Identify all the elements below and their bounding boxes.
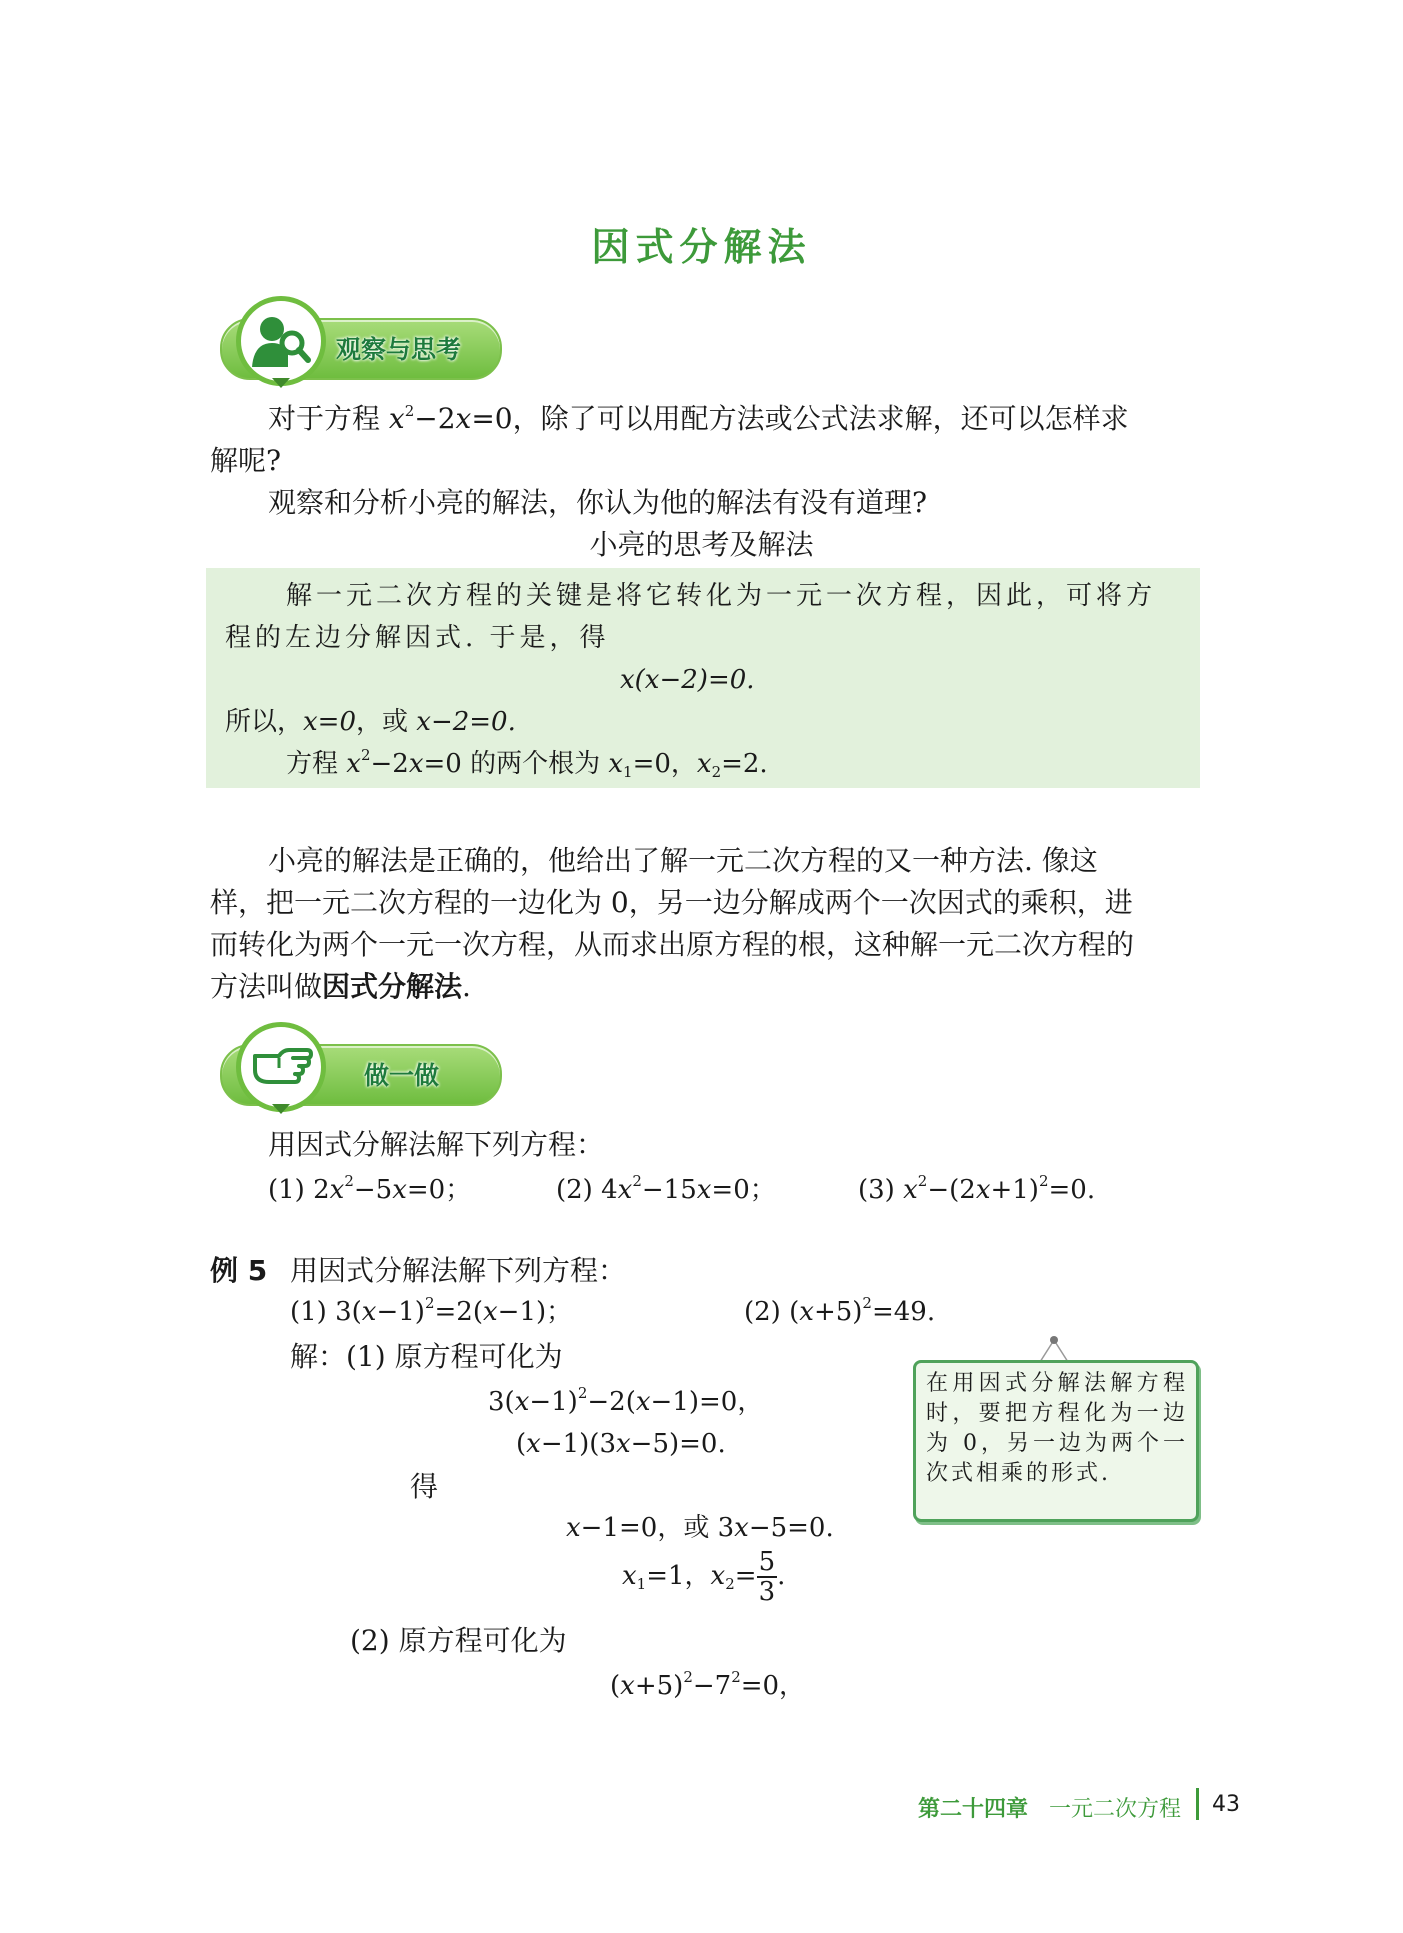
de-label: 得 bbox=[410, 1470, 439, 1503]
tip-note-text: 在用因式分解法解方程时，要把方程化为一边为 0，另一边为两个一次式相乘的形式. bbox=[926, 1371, 1188, 1486]
intro-line-2: 解呢? bbox=[210, 444, 282, 477]
pointing-hand-icon bbox=[249, 1042, 313, 1092]
intro-line-1: 对于方程 $x^2-2x=0$，除了可以用配方法或公式法求解，还可以怎样求 bbox=[268, 402, 1129, 435]
step-3-eq: x−1=0，或 3x−5=0. bbox=[566, 1513, 834, 1543]
footer-divider bbox=[1196, 1788, 1199, 1820]
page-title: 因式分解法 bbox=[591, 225, 812, 269]
explanation-line-3: 而转化为两个一元一次方程，从而求出原方程的根，这种解一元二次方程的 bbox=[210, 928, 1135, 961]
example-problem-2: (2) $(x+5)^2=49$. bbox=[744, 1294, 936, 1327]
exercise-item-3: (3) $x^2-(2x+1)^2=0$. bbox=[858, 1172, 1096, 1205]
explanation-line-4: 方法叫做因式分解法. bbox=[210, 970, 471, 1003]
example-label: 例 5 bbox=[210, 1254, 268, 1287]
exercise-item-1: (1) $2x^2-5x=0$； bbox=[268, 1172, 472, 1205]
solution-eq-1: x(x−2)=0. bbox=[620, 665, 755, 695]
solution-caption: 小亮的思考及解法 bbox=[589, 528, 814, 561]
intro-line-3: 观察和分析小亮的解法，你认为他的解法有没有道理? bbox=[268, 486, 928, 519]
explanation-line-1: 小亮的解法是正确的，他给出了解一元二次方程的又一种方法. 像这 bbox=[268, 844, 1098, 877]
solution-line-5: 方程 $x^2-2x=0$ 的两个根为 $x_1=0$，$x_2=2$. bbox=[286, 746, 768, 781]
step-1-eq: $3(x-1)^2-2(x-1)=0$， bbox=[488, 1384, 764, 1417]
term-factoring: 因式分解法 bbox=[322, 970, 463, 1003]
observe-think-label: 观察与思考 bbox=[336, 335, 462, 364]
magnifier-person-icon bbox=[250, 313, 312, 369]
example-problem-1: (1) $3(x-1)^2=2(x-1)$； bbox=[290, 1294, 573, 1327]
example-prompt: 用因式分解法解下列方程： bbox=[290, 1254, 627, 1287]
solution-line-2: 程的左边分解因式. 于是，得 bbox=[225, 623, 610, 653]
exercise-item-2: (2) $4x^2-15x=0$； bbox=[556, 1172, 776, 1205]
page-number: 43 bbox=[1212, 1792, 1240, 1817]
footer-chapter: 第二十四章 一元二次方程 bbox=[918, 1797, 1182, 1822]
solution-line-4: 所以，x=0，或 x−2=0. bbox=[225, 707, 516, 737]
do-it-label: 做一做 bbox=[364, 1061, 440, 1090]
solution-part-1-heading: 解：(1) 原方程可化为 bbox=[290, 1340, 563, 1373]
step-4-eq: $(x+5)^2-7^2=0$， bbox=[610, 1668, 806, 1701]
explanation-line-2: 样，把一元二次方程的一边化为 0，另一边分解成两个一次因式的乘积，进 bbox=[210, 886, 1133, 919]
solution-line-1: 解一元二次方程的关键是将它转化为一元一次方程，因此，可将方 bbox=[286, 581, 1157, 611]
solution-part-2-heading: (2) 原方程可化为 bbox=[350, 1624, 567, 1657]
exercise-prompt: 用因式分解法解下列方程： bbox=[268, 1128, 605, 1161]
step-2-eq: (x−1)(3x−5)=0. bbox=[516, 1429, 726, 1459]
roots-eq: $x_1=1$，$x_2=$ $\frac{5}{3}$ . bbox=[622, 1547, 786, 1607]
